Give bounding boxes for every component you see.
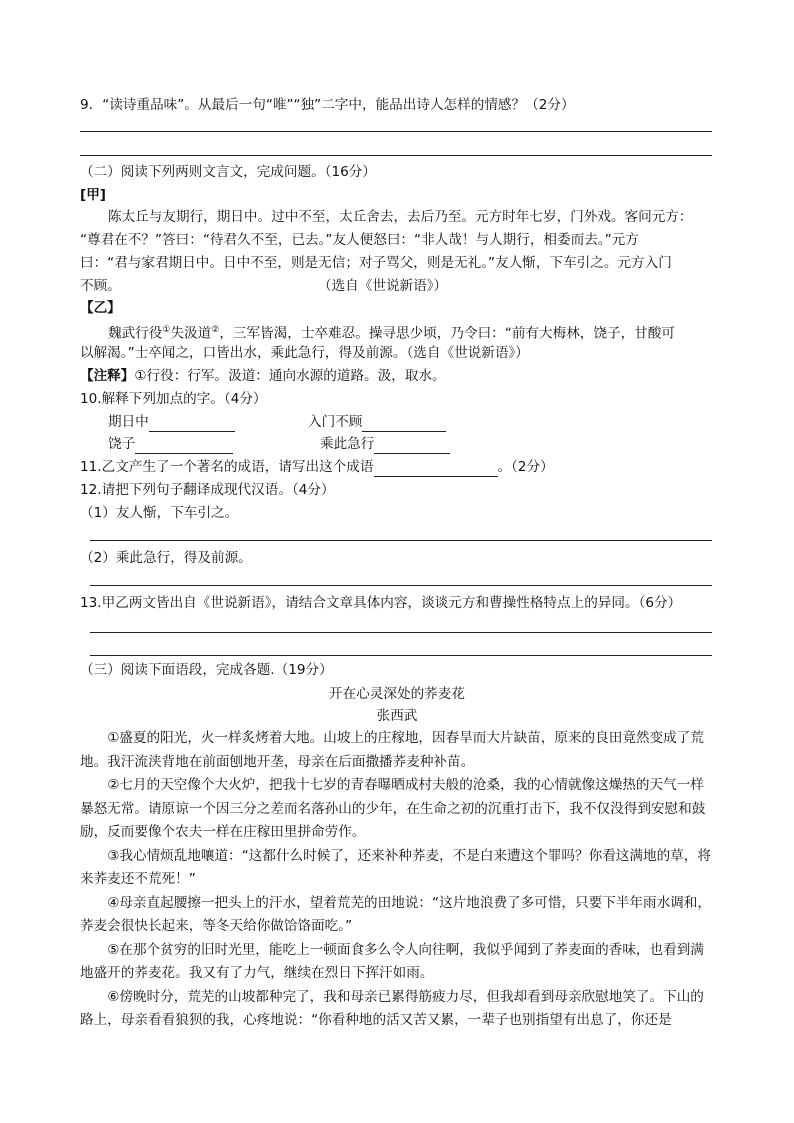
- jia-line: 曰：“君与家君期日中。日中不至，则是无信；对子骂父，则是无礼。”友人惭，下车引之。元方入门: [80, 255, 672, 271]
- answer-line: [90, 585, 712, 586]
- answer-blank[interactable]: [374, 439, 450, 454]
- article-paragraph: ③我心情烦乱地嚷道：“这都什么时候了，还来补种荞麦，不是白来遭这个罪吗？你看这满地的草，将来荞麦还不荒死！”: [80, 847, 711, 887]
- jia-source: （选自《世说新语》）: [318, 278, 448, 294]
- article-paragraph: ④母亲直起腰擦一把头上的汗水，望着荒芜的田地说：“这片地浪费了多可惜，只要下半年雨水调和，荞麦会很快长起来，等冬天给你做饸饹面吃。”: [80, 894, 711, 934]
- yi-text: 魏武行役: [108, 325, 163, 342]
- q11-score: 。（2分）: [497, 459, 554, 475]
- answer-line: [90, 632, 712, 633]
- article-title: 开在心灵深处的荞麦花: [329, 686, 465, 702]
- question-12: 12.请把下列句子翻译成现代汉语。（4分）: [80, 482, 335, 498]
- q11-text: 11.乙文产生了一个著名的成语，请写出这个成语: [80, 459, 374, 475]
- article-paragraph: ①盛夏的阳光，火一样炙烤着大地。山坡上的庄稼地，因春旱而大片缺苗，原来的良田竟然变成了荒地。我汗流浃背地在前面刨地开垄，母亲在后面撒播荞麦种补苗。: [80, 730, 704, 770]
- article-body: [80, 727, 712, 1033]
- jia-line: 陈太丘与友期行，期日中。过中不至，太丘舍去，去后乃至。元方时年七岁，门外戏。客问元方：: [108, 209, 693, 225]
- article-author: 张西武: [376, 708, 418, 724]
- footnote-marker: ②: [211, 325, 220, 335]
- footnote-marker: ①: [162, 325, 171, 335]
- article-paragraph: ②七月的天空像个大火炉，把我十七岁的青春曝晒成村夫般的沧桑，我的心情就像这燥热的天气一样暴怒无常。请原谅一个因三分之差而名落孙山的少年，在生命之初的沉重打击下，我不仅没得到安慰和鼓励，反而要像个农夫一样在庄稼田里拼命劳作。: [80, 777, 706, 840]
- answer-blank[interactable]: [149, 417, 235, 432]
- jia-line: “尊君在不？”答曰：“待君久不至，已去。”友人便怒曰：“非人哉！与人期行，相委而去。”元方: [80, 232, 639, 248]
- q10-term: 乘此急行: [320, 436, 375, 452]
- section-3-heading: （三）阅读下面语段，完成各题.（19分）: [80, 662, 333, 678]
- question-11: [80, 457, 554, 477]
- q10-item: [320, 434, 450, 454]
- article-paragraph: ⑥傍晚时分，荒芜的山坡都种完了，我和母亲已累得筋疲力尽，但我却看到母亲欣慰地笑了。下山的路上，母亲看看狼狈的我，心疼地说：“你看种地的活又苦又累，一辈子也别指望有出息了，你还是: [80, 988, 704, 1028]
- answer-blank[interactable]: [362, 417, 446, 432]
- answer-line: [80, 155, 712, 156]
- answer-blank[interactable]: [374, 462, 498, 477]
- yi-line: [108, 320, 675, 344]
- answer-blank[interactable]: [135, 439, 233, 454]
- q10-term: 饶子: [108, 436, 136, 452]
- note-label: 【注释】: [80, 368, 135, 384]
- jia-label: [甲]: [80, 187, 107, 203]
- q10-item: [108, 412, 235, 432]
- yi-label: 【乙】: [80, 300, 121, 316]
- q10-item: [108, 434, 233, 454]
- section-2-heading: （二）阅读下列两则文言文，完成问题。（16分）: [80, 164, 376, 180]
- answer-line: [90, 655, 712, 656]
- jia-line: 不顾。: [80, 278, 121, 294]
- question-13: 13.甲乙两文皆出自《世说新语》，请结合文章具体内容，谈谈元方和曹操性格特点上的异同。（6分）: [80, 595, 682, 611]
- yi-text: ，三军皆渴，士卒难忍。操寻思少顷，乃令曰：“前有大梅林，饶子，甘酸可: [219, 325, 675, 342]
- answer-line: [90, 540, 712, 541]
- q10-term: 入门不顾: [308, 414, 363, 430]
- question-9: 9．“读诗重品味”。从最后一句“唯”“独”二字中，能品出诗人怎样的情感？（2分）: [80, 97, 575, 113]
- answer-line: [80, 131, 712, 132]
- q12-sentence-2: （2）乘此急行，得及前源。: [80, 550, 252, 566]
- q12-sentence-1: （1）友人惭，下车引之。: [80, 505, 239, 521]
- question-10: 10.解释下列加点的字。（4分）: [80, 391, 267, 407]
- q10-term: 期日中: [108, 414, 149, 430]
- article-paragraph: ⑤在那个贫穷的旧时光里，能吃上一顿面食多么令人向往啊，我似乎闻到了荞麦面的香味，也看到满地盛开的荞麦花。我又有了力气，继续在烈日下挥汗如雨。: [80, 941, 704, 981]
- yi-line: 以解渴。”士卒闻之，口皆出水，乘此急行，得及前源。（选自《世说新语》）: [80, 345, 529, 361]
- note: [80, 366, 446, 386]
- yi-text: 失汲道: [170, 325, 212, 342]
- note-text: ①行役：行军。汲道：通向水源的道路。汲，取水。: [134, 368, 446, 384]
- q10-item: [308, 412, 446, 432]
